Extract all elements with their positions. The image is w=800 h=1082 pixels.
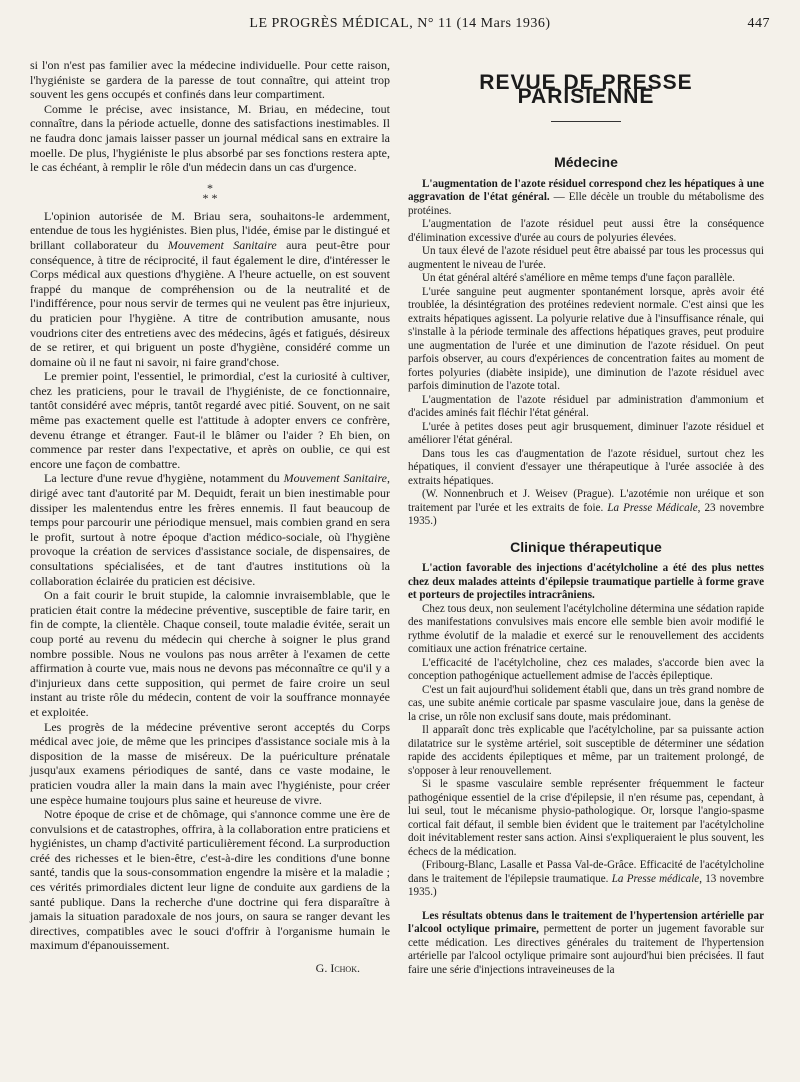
- paragraph: L'efficacité de l'acétylcholine, chez ces malades, s'accorde bien avec la conception pathogénique actuellement admise de l'accès épileptique.: [408, 656, 764, 682]
- journal-title: LE PROGRÈS MÉDICAL, N° 11 (14 Mars 1936): [249, 16, 551, 31]
- reference: [408, 488, 764, 529]
- paragraph: si l'on n'est pas familier avec la médecine individuelle. Pour cette raison, l'hygiéniste se gardera de la paresse de tout connaître, qui atteint trop souvent les gens occupés et confinés dans leur compartiment.: [30, 58, 390, 102]
- text-run: La lecture d'une revue d'hygiène, notamment du: [44, 471, 284, 486]
- paragraph: L'urée à petites doses peut agir brusquement, diminuer l'azote résiduel et améliorer l'état général.: [408, 420, 764, 446]
- paragraph: L'urée sanguine peut augmenter spontanément lorsque, après avoir été troublée, la désintégration des protéines redevient normale. C'est ainsi que les extraits hépatiques agissent. La polyurie relative due à l'insuffisance rénale, qui s'installe à la période terminale des affections hépatiques graves, peut produire une augmentation de l'urée et une diminution de l'azote résiduel. On peut parfois observer, au cours d'expériences de concentration faites au moment de fortes polyuries (diabète insipide), une diminution de l'azote résiduel avec parfois diminution de l'azote total.: [408, 285, 764, 392]
- paragraph: Il apparaît donc très explicable que l'acétylcholine, par sa puissante action dilatatrice sur le système artériel, soit susceptible de déterminer une sédation rapide des accidents épileptiques et même, par un traitement prolongé, de s'opposer à leur renouvellement.: [408, 724, 764, 777]
- paragraph: Dans tous les cas d'augmentation de l'azote résiduel, surtout chez les hépatiques, il convient d'essayer une thérapeutique à l'urée associée à des extraits hépatiques.: [408, 447, 764, 487]
- paragraph: On a fait courir le bruit stupide, la calomnie invraisemblable, que le praticien était contre la médecine préventive, susceptible de faire tarir, en fin de compte, la clientèle. Chaque conseil, toute maladie évitée, serait un coup porté au revenu du médecin qui cherche à soigner le plus grand nombre possible. Nous ne voulons pas nous arrêter à l'examen de cette affirmation à courte vue, mais nous ne devons pas méconnaître ce qu'il y a d'injurieux dans cette supposition, qui permet de faire croire un seul instant au triste rôle du médecin, content de voir la souffrance monnayée et exploitée.: [30, 588, 390, 719]
- text-run: — Elle décèle un trouble du métabolisme des protéines.: [408, 191, 764, 217]
- paragraph: L'augmentation de l'azote résiduel peut aussi être la conséquence d'élimination excessive d'urée au cours de polyuries élevées.: [408, 218, 764, 244]
- paragraph: Un état général altéré s'améliore en même temps d'une façon parallèle.: [422, 272, 735, 284]
- paragraph: Chez tous deux, non seulement l'acétylcholine détermina une sédation rapide des manifestations convulsives mais encore elle semble bien avoir modifié le rythme évolutif de la maladie et exercé sur le renouvellement des accidents comitiaux une action frénatrice certaine.: [408, 602, 764, 655]
- text-run: , 13 novembre 1935.): [408, 872, 764, 898]
- subheading-medecine: Médecine: [554, 154, 618, 170]
- reference: [408, 859, 764, 900]
- journal-name: Mouvement Sanitaire: [283, 471, 387, 486]
- paragraph: Le premier point, l'essentiel, le primordial, c'est la curiosité à cultiver, chez les praticiens, pour le travail de l'hygiéniste, de ce fonctionnaire, tantôt considéré avec mépris, tantôt regardé avec pitié. Souvent, on ne sait même pas exactement quelle est l'attitude à adopter envers ce confrère, devenu étrange et étranger. Faut-il le blâmer ou l'aider ? Eh bien, on commence par rester dans l'expectative, et après on oublie, ce qui est encore une façon de combattre.: [30, 369, 390, 471]
- text-run: L'opinion autorisée de M. Briau sera, souhaitons-le ardemment, entendue de tous les hygiénistes. Bien plus, l'idée, émise par le distingué et brillant collaborateur du: [30, 208, 390, 252]
- paragraph: Un taux élevé de l'azote résiduel peut être abaissé par tous les processus qui augmentent le niveau de l'urée.: [408, 245, 764, 271]
- text-run: , dirigé avec tant d'autorité par M. Dequidt, ferait un bien inestimable pour dissiper les malentendus entre les frères ennemis. Il faut beaucoup de temps pour parcourir une périodique mensuel, mais combien grand en sera le profit, surtout à notre époque d'action médico-sociale, où l'hygiène provoque la création de services d'assistance sociale, de dispensaires, de consultations spécialisées, et de tant d'autres institutions où la collaboration éclairée du praticien est décisive.: [30, 471, 390, 588]
- section-separator: [30, 180, 390, 205]
- journal-name: Mouvement Sanitaire: [167, 237, 277, 252]
- paragraph: Si le spasme vasculaire semble représenter fréquemment le facteur pathogénique essentiel de la crise d'épilepsie, il n'en résume pas, cependant, à lui seul, tout le mécanisme physio-pathologique. Or, lorsque l'angio-spasme cortical fait défaut, il semble bien évident que le traitement par l'acétylcholine doit inévitablement rester sans action. Ainsi s'expliqueraient le plus souvent, les échecs de la médication.: [408, 778, 764, 858]
- paragraph: C'est un fait aujourd'hui solidement établi que, dans un très grand nombre de cas, une subite anémie corticale par spasme vasculaire joue, dans la genèse de la crise, un rôle non exclusif sans doute, mais prédominant.: [408, 683, 764, 723]
- subheading-clinique: Clinique thérapeutique: [510, 538, 662, 555]
- right-column: [408, 58, 764, 977]
- text-run: (W. Nonnenbruch et J. Weisev (Prague). L'azotémie non uréique et son traitement par l'urée et les extraits de foie.: [408, 488, 764, 514]
- journal-name: La Presse Médicale: [607, 501, 698, 514]
- author-signature: G. Ichok.: [315, 961, 360, 976]
- paragraph: Les progrès de la médecine préventive seront acceptés du Corps médical avec joie, de même que les principes d'assistance sociale mis à la disposition de la masse de miséreux. De la puériculture prénatale jusqu'aux examens périodiques de santé, dans ce vaste modaine, le praticien voudra aller la main dans la main avec l'hygiéniste, pour créer une espèce humaine toujours plus saine et heureuse de vivre.: [30, 719, 390, 807]
- paragraph: [30, 209, 390, 370]
- paragraph: [408, 910, 764, 978]
- separator-star-top: *: [207, 180, 213, 195]
- title-rule: [551, 121, 621, 122]
- paragraph: L'augmentation de l'azote résiduel par administration d'ammonium et d'acides aminés fait fléchir l'état général.: [408, 393, 764, 419]
- section-title: REVUE DE PRESSE PARISIENNE: [479, 71, 693, 108]
- paragraph: [408, 562, 764, 603]
- separator-stars-bottom: * *: [202, 190, 218, 205]
- paragraph: [30, 471, 390, 588]
- text-run: permettent de porter un jugement favorable sur cette médication. Les directives générales du traitement de l'hypertension artérielle par l'alcool octylique primaire sont aujourd'hui bien précisées. Il faut faire une série d'injections intraveineuses de la: [408, 923, 764, 976]
- page-number: 447: [747, 16, 770, 31]
- running-header: [30, 14, 770, 38]
- paragraph: [408, 178, 764, 219]
- lead-sentence: L'action favorable des injections d'acétylcholine a été des plus nettes chez deux malades atteints d'épilepsie traumatique partielle à forme grave et porteurs de projectiles intracrâniens.: [408, 562, 764, 601]
- paragraph: Notre époque de crise et de chômage, qui s'annonce comme une ère de convulsions et de catastrophes, offrira, à la collaboration entre praticiens et hygiénistes, un champ d'activité particulièrement fécond. La surproduction créé des richesses et le bien-être, c'est-à-dire les conditions d'une bonne santé, tandis que la sous-consommation engendre la misère et la maladie ; ces vérités primordiales dictent leur ligne de conduite aux gardiens de la santé publique. Dans la recherche d'une doctrine qui fera disparaître à jamais la situation paradoxale de nos jours, on saura se ranger devant les directives, compatibles avec le souci d'offrir à l'organisme humain le maximum d'épanouissement.: [30, 807, 390, 953]
- lead-sentence: L'augmentation de l'azote résiduel correspond chez les hépatiques à une aggravation de l'état général.: [408, 177, 764, 203]
- lead-sentence: Les résultats obtenus dans le traitement de l'hypertension artérielle par l'alcool octylique primaire,: [408, 909, 764, 935]
- journal-name: La Presse médicale: [611, 872, 700, 885]
- text-run: (Fribourg-Blanc, Lasalle et Passa Val-de-Grâce. Efficacité de l'acétylcholine dans le traitement de l'épilepsie traumatique.: [408, 859, 764, 885]
- left-column: [30, 58, 390, 976]
- text-run: , 23 novembre 1935.): [408, 501, 765, 527]
- paragraph: Comme le précise, avec insistance, M. Briau, en médecine, tout connaître, dans la période actuelle, donne des satisfactions inestimables. Il ne faudra donc jamais laisser passer un journal médical sans en extraire la moelle. De plus, l'hygiéniste le plus absorbé par ses fonctions restera apte, le cas échéant, à remplir le rôle d'un médecin dans un cas d'urgence.: [30, 101, 390, 175]
- text-run: aura peut-être pour conséquence, à titre de réciprocité, il faut également le dire, d'intéresser le Corps médical aux questions d'hygiène. A l'heure actuelle, on est souvent frappé du manque de compréhension ou de la neutralité et de l'indifférence, pour nous servir de termes qui ne veulent pas être injurieux, du praticien pour l'hygiène. A titre de contribution amusante, nous voudrions citer des entretiens avec des médecins, âgés et fatigués, désireux de se retirer, et qui briguent un poste d'hygiène, considéré comme un domaine où il ne faut ni savoir, ni faire grand'chose.: [30, 237, 390, 369]
